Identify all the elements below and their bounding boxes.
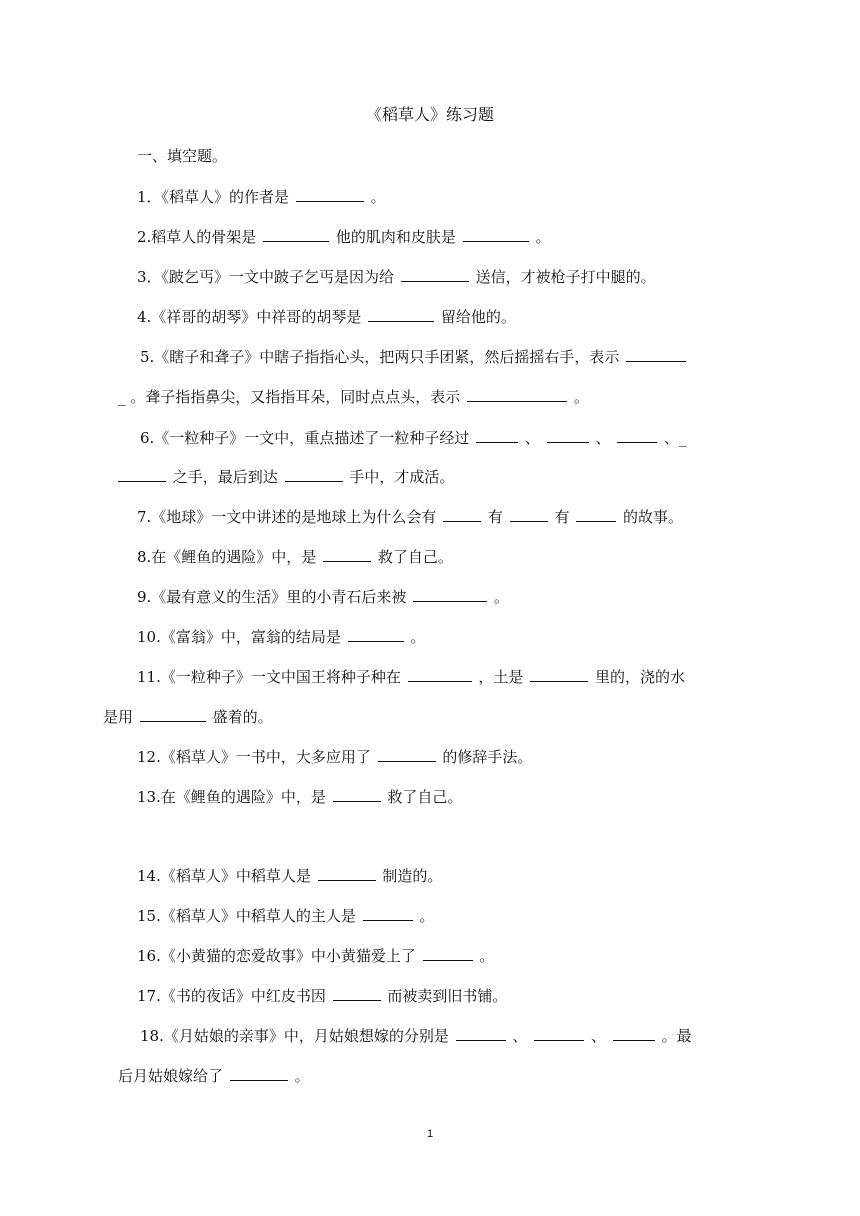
answer-blank[interactable] bbox=[140, 707, 206, 722]
question-2: 2.稻草人的骨架是 他的肌肉和皮肤是 。 bbox=[137, 228, 551, 246]
answer-blank[interactable] bbox=[118, 467, 166, 482]
question-5: 5.《瞎子和聋子》中瞎子指指心头，把两只手团紧，然后摇摇右手，表示 bbox=[140, 347, 688, 367]
answer-blank[interactable] bbox=[443, 507, 481, 522]
question-17: 17.《书的夜话》中红皮书因 而被卖到旧书铺。 bbox=[137, 987, 508, 1005]
question-16: 16.《小黄猫的恋爱故事》中小黄猫爱上了 。 bbox=[137, 947, 495, 965]
page-number: 1 bbox=[426, 1128, 434, 1140]
answer-blank[interactable] bbox=[463, 227, 529, 242]
answer-blank[interactable] bbox=[467, 387, 567, 402]
question-1: 1．《稻草人》的作者是 。 bbox=[137, 188, 386, 206]
question-15: 15.《稻草人》中稻草人的主人是 。 bbox=[137, 907, 435, 925]
question-7: 7.《地球》一文中讲述的是地球上为什么会有 有 有 的故事。 bbox=[137, 508, 684, 526]
question-8: 8.在《鲤鱼的遇险》中，是 救了自己。 bbox=[137, 548, 453, 566]
question-12: 12.《稻草人》一书中，大多应用了 的修辞手法。 bbox=[137, 748, 533, 766]
answer-blank[interactable] bbox=[626, 347, 686, 362]
answer-blank[interactable] bbox=[617, 428, 657, 443]
question-11: 11.《一粒种子》一文中国王将种子种在 ，土是 里的，浇的水 bbox=[137, 668, 686, 686]
question-6: 6.《一粒种子》一文中，重点描述了一粒种子经过 、 、 、_ bbox=[140, 429, 687, 447]
page-title: 《稻草人》练习题 bbox=[365, 105, 494, 124]
question-9: 9.《最有意义的生活》里的小青石后来被 。 bbox=[137, 588, 509, 606]
question-11-continued: 是用 盛着的。 bbox=[103, 708, 273, 726]
answer-blank[interactable] bbox=[230, 1066, 288, 1081]
answer-blank[interactable] bbox=[476, 428, 518, 443]
answer-blank[interactable] bbox=[368, 307, 434, 322]
answer-blank[interactable] bbox=[318, 866, 376, 881]
section-heading: 一、填空题。 bbox=[137, 147, 228, 165]
answer-blank[interactable] bbox=[510, 507, 548, 522]
answer-blank[interactable] bbox=[348, 627, 404, 642]
answer-blank[interactable] bbox=[363, 906, 413, 921]
question-4: 4.《祥哥的胡琴》中祥哥的胡琴是 留给他的。 bbox=[137, 308, 516, 326]
question-13: 13.在《鲤鱼的遇险》中，是 救了自己。 bbox=[137, 788, 463, 806]
answer-blank[interactable] bbox=[613, 1026, 655, 1041]
answer-blank[interactable] bbox=[263, 227, 329, 242]
answer-blank[interactable] bbox=[530, 667, 588, 682]
answer-blank[interactable] bbox=[547, 428, 589, 443]
answer-blank[interactable] bbox=[296, 187, 364, 202]
question-14: 14.《稻草人》中稻草人是 制造的。 bbox=[137, 867, 443, 885]
question-5-continued: _ 。聋子指指鼻尖，又指指耳朵，同时点点头，表示 。 bbox=[118, 388, 589, 406]
answer-blank[interactable] bbox=[333, 787, 381, 802]
answer-blank[interactable] bbox=[323, 547, 371, 562]
answer-blank[interactable] bbox=[378, 747, 436, 762]
question-6-continued: 之手，最后到达 手中，才成活。 bbox=[118, 467, 454, 487]
question-3: 3．《跛乞丐》一文中跛子乞丐是因为给 送信，才被枪子打中腿的。 bbox=[137, 268, 656, 286]
answer-blank[interactable] bbox=[401, 267, 469, 282]
answer-blank[interactable] bbox=[333, 986, 381, 1001]
answer-blank[interactable] bbox=[456, 1026, 506, 1041]
answer-blank[interactable] bbox=[285, 467, 343, 482]
question-10: 10.《富翁》中，富翁的结局是 。 bbox=[137, 628, 426, 646]
answer-blank[interactable] bbox=[534, 1026, 584, 1041]
question-18: 18.《月姑娘的亲事》中，月姑娘想嫁的分别是 、 、 。最 bbox=[140, 1027, 692, 1045]
question-18-continued: 后月姑娘嫁给了 。 bbox=[118, 1067, 310, 1085]
answer-blank[interactable] bbox=[423, 946, 473, 961]
answer-blank[interactable] bbox=[408, 667, 472, 682]
answer-blank[interactable] bbox=[576, 507, 616, 522]
answer-blank[interactable] bbox=[413, 587, 487, 602]
